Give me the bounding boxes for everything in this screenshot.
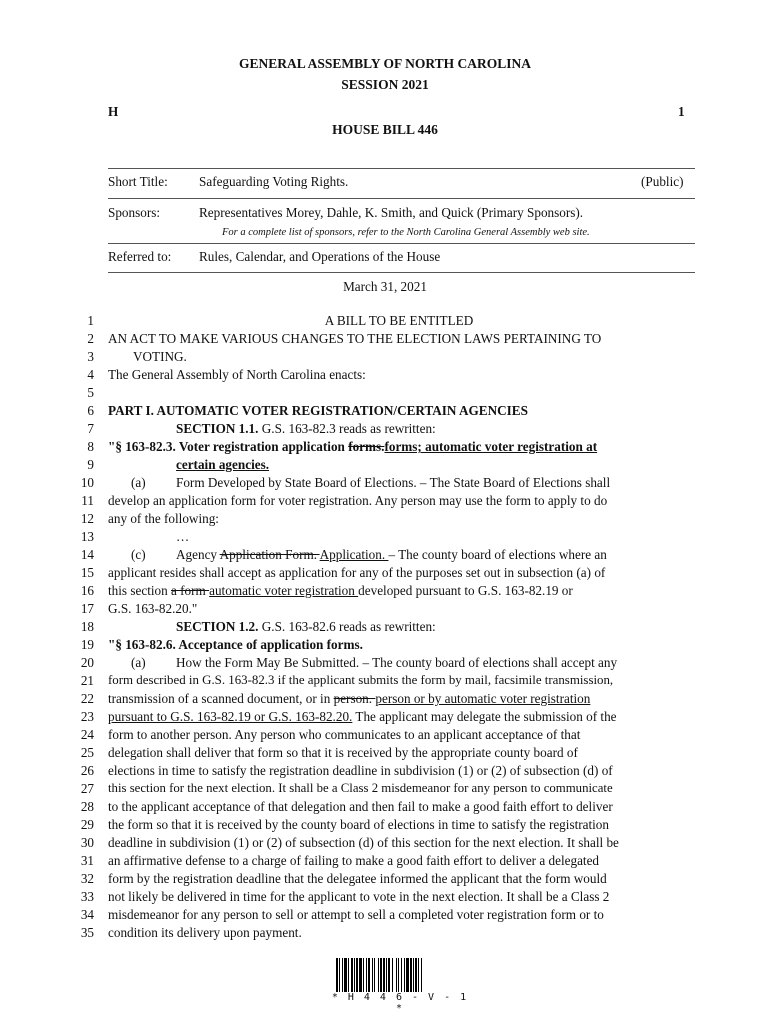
line-number: 5 xyxy=(87,385,94,400)
line-number: 21 xyxy=(80,673,94,688)
line-number: 16 xyxy=(80,583,94,598)
inserted-text: forms; automatic voter registration at xyxy=(384,439,598,454)
referred-label: Referred to: xyxy=(108,249,172,264)
line-number: 13 xyxy=(80,529,94,544)
divider xyxy=(108,198,695,199)
body-line: to the applicant acceptance of that delegation and then fail to make a good faith effort to deliver xyxy=(108,799,613,814)
bill-title: HOUSE BILL 446 xyxy=(332,122,438,137)
section-number: SECTION 1.1. xyxy=(176,421,259,436)
line-number: 6 xyxy=(87,403,94,418)
line-number: 27 xyxy=(80,781,94,796)
statute-heading xyxy=(108,439,690,455)
line-number: 30 xyxy=(80,835,94,850)
statute-heading-text: "§ 163-82.3. Voter registration application xyxy=(108,439,349,454)
section-number: SECTION 1.2. xyxy=(176,619,259,634)
divider xyxy=(108,272,695,273)
line-number: 19 xyxy=(80,637,94,652)
line-number: 22 xyxy=(80,691,94,706)
line-number: 25 xyxy=(80,745,94,760)
line-number: 7 xyxy=(87,421,94,436)
body-line: form described in G.S. 163-82.3 if the applicant submits the form by mail, facsimile transmission, xyxy=(108,673,614,687)
subsection-marker: (c) xyxy=(131,547,146,562)
inserted-text: Application. xyxy=(319,547,389,562)
body-line: elections in time to satisfy the registration deadline in subdivision (1) or (2) of subsection (d) of xyxy=(108,763,613,778)
body-line xyxy=(108,691,690,707)
line-number: 18 xyxy=(80,619,94,634)
inserted-text: automatic voter registration xyxy=(209,583,359,598)
body-line xyxy=(108,583,690,599)
enacting-clause: The General Assembly of North Carolina enacts: xyxy=(108,367,366,382)
body-line: form to another person. Any person who communicates to an applicant acceptance of that xyxy=(108,727,581,742)
body-line: not likely be delivered in time for the applicant to vote in the next election. It shall be a Class 2 xyxy=(108,889,610,904)
body-text: The applicant may delegate the submission of the xyxy=(352,709,617,724)
line-number: 4 xyxy=(87,367,94,382)
line-number: 1 xyxy=(87,313,94,328)
public-tag: (Public) xyxy=(641,174,684,189)
section-line xyxy=(176,619,758,635)
body-line: the form so that it is received by the county board of elections in time to satisfy the registration xyxy=(108,817,609,832)
deleted-text: person. xyxy=(333,691,376,706)
section-line xyxy=(176,421,758,437)
body-line: this section for the next election. It shall be a Class 2 misdemeanor for any person to communicate xyxy=(108,781,613,795)
inserted-text: certain agencies. xyxy=(176,457,270,472)
line-number: 11 xyxy=(81,493,94,508)
line-number: 8 xyxy=(87,439,94,454)
barcode xyxy=(336,958,464,992)
line-number: 32 xyxy=(80,871,94,886)
body-line: Form Developed by State Board of Elections. – The State Board of Elections shall xyxy=(176,475,611,490)
body-line: G.S. 163-82.20." xyxy=(108,601,198,616)
barcode-text: * H 4 4 6 - V - 1 * xyxy=(331,992,469,1014)
line-number: 31 xyxy=(80,853,94,868)
body-line: form by the registration deadline that the delegatee informed the applicant that the form would xyxy=(108,871,607,886)
line-number: 35 xyxy=(80,925,94,940)
line-number: 2 xyxy=(87,331,94,346)
line-number: 24 xyxy=(80,727,94,742)
act-title-line: AN ACT TO MAKE VARIOUS CHANGES TO THE ELECTION LAWS PERTAINING TO xyxy=(108,331,602,346)
deleted-text: Application Form. xyxy=(219,547,320,562)
section-text: G.S. 163-82.6 reads as rewritten: xyxy=(261,619,436,634)
ellipsis: … xyxy=(176,529,190,544)
line-number: 10 xyxy=(80,475,94,490)
body-line: deadline in subdivision (1) or (2) of subsection (d) of this section for the next election. It shall be xyxy=(108,835,619,850)
act-title-line: VOTING. xyxy=(133,349,187,364)
body-text: Agency xyxy=(176,547,220,562)
inserted-text: person or by automatic voter registration xyxy=(375,691,591,706)
short-title-label: Short Title: xyxy=(108,174,168,189)
line-number: 28 xyxy=(80,799,94,814)
line-number: 14 xyxy=(80,547,94,562)
body-line: How the Form May Be Submitted. – The county board of elections shall accept any xyxy=(176,655,618,670)
line-number: 29 xyxy=(80,817,94,832)
sponsors-label: Sponsors: xyxy=(108,205,161,220)
subsection-marker: (a) xyxy=(131,475,146,490)
line-number: 33 xyxy=(80,889,94,904)
version-number: 1 xyxy=(678,104,685,119)
chamber-letter: H xyxy=(108,104,119,119)
line-number: 23 xyxy=(80,709,94,724)
divider xyxy=(108,243,695,244)
body-line: any of the following: xyxy=(108,511,219,526)
part-heading: PART I. AUTOMATIC VOTER REGISTRATION/CERTAIN AGENCIES xyxy=(108,403,528,418)
subsection-marker: (a) xyxy=(131,655,146,670)
line-number: 17 xyxy=(80,601,94,616)
body-line: applicant resides shall accept as application for any of the purposes set out in subsection (a) of xyxy=(108,565,606,580)
statute-heading: "§ 163-82.6. Acceptance of application forms. xyxy=(108,637,363,652)
section-text: G.S. 163-82.3 reads as rewritten: xyxy=(261,421,436,436)
divider xyxy=(108,168,695,169)
body-line: develop an application form for voter registration. Any person may use the form to apply to do xyxy=(108,493,608,508)
deleted-text: a form xyxy=(171,583,210,598)
body-line xyxy=(108,709,690,725)
body-text: developed pursuant to G.S. 163-82.19 or xyxy=(358,583,573,598)
line-number: 12 xyxy=(80,511,94,526)
sponsors-note: For a complete list of sponsors, refer to the North Carolina General Assembly web site. xyxy=(222,227,590,238)
body-line: an affirmative defense to a charge of failing to make a good faith effort to deliver a delegated xyxy=(108,853,600,868)
referred-committee: Rules, Calendar, and Operations of the House xyxy=(199,249,441,264)
line-number: 20 xyxy=(80,655,94,670)
inserted-text: pursuant to G.S. 163-82.19 or G.S. 163-82.20. xyxy=(108,709,353,724)
bill-entitled-heading: A BILL TO BE ENTITLED xyxy=(324,313,474,328)
assembly-title: GENERAL ASSEMBLY OF NORTH CAROLINA xyxy=(238,56,532,71)
line-number: 9 xyxy=(87,457,94,472)
body-text: – The county board of elections where an xyxy=(388,547,607,562)
line-number: 3 xyxy=(87,349,94,364)
line-number: 26 xyxy=(80,763,94,778)
body-line: misdemeanor for any person to sell or attempt to sell a completed voter registration form or to xyxy=(108,907,604,922)
body-text: this section xyxy=(108,583,172,598)
body-line: condition its delivery upon payment. xyxy=(108,925,302,940)
sponsors: Representatives Morey, Dahle, K. Smith, and Quick (Primary Sponsors). xyxy=(199,205,584,220)
session-title: SESSION 2021 xyxy=(341,77,429,92)
body-line xyxy=(176,547,758,563)
line-number: 15 xyxy=(80,565,94,580)
body-line: delegation shall deliver that form so that it is received by the appropriate county board of xyxy=(108,745,578,760)
short-title: Safeguarding Voting Rights. xyxy=(199,174,349,189)
line-number: 34 xyxy=(80,907,94,922)
bill-date: March 31, 2021 xyxy=(343,279,427,294)
deleted-text: forms. xyxy=(348,439,385,454)
body-text: transmission of a scanned document, or in xyxy=(108,691,334,706)
